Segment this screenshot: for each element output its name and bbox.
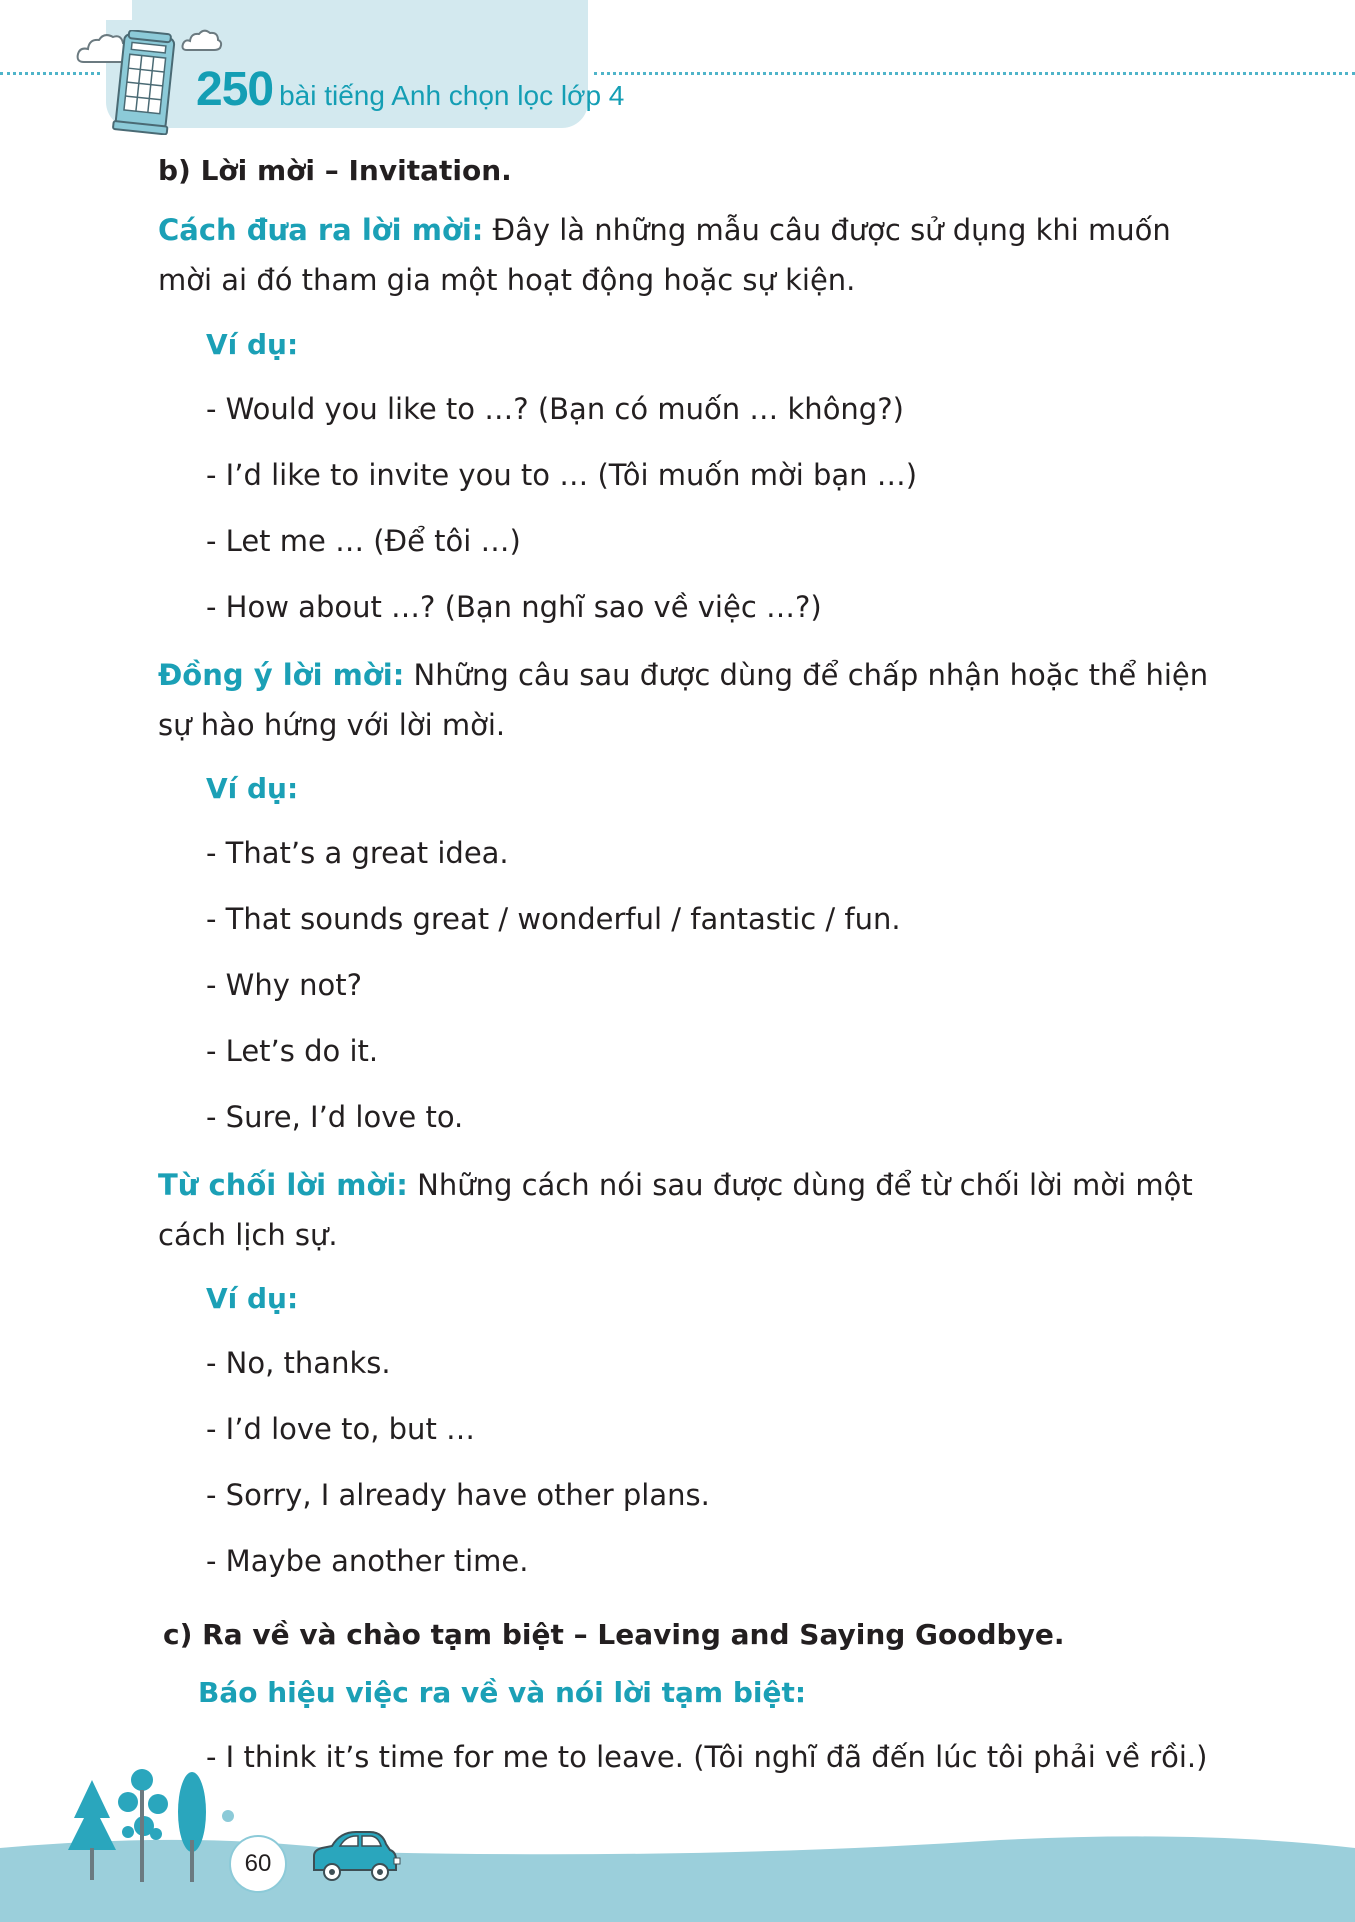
footer-wave — [0, 1836, 1355, 1922]
header-dotted-line-left — [0, 72, 100, 75]
list-item: - No, thanks. — [206, 1346, 391, 1380]
header-dotted-line-right — [594, 72, 1355, 75]
list-item: - Would you like to …? (Bạn có muốn … không?) — [206, 392, 904, 426]
list-item: - I think it’s time for me to leave. (Tôi nghĩ đã đến lúc tôi phải về rồi.) — [206, 1740, 1208, 1774]
list-item: - Let’s do it. — [206, 1034, 379, 1068]
example-label: Ví dụ: — [206, 328, 299, 361]
declining-invitation-text: Những cách nói sau được dùng để từ chối lời mời một cách lịch sự. — [158, 1168, 1193, 1252]
declining-invitation-paragraph — [158, 1160, 1218, 1260]
giving-invitation-text: Đây là những mẫu câu được sử dụng khi muốn mời ai đó tham gia một hoạt động hoặc sự kiện. — [158, 213, 1171, 297]
list-item: - I’d like to invite you to … (Tôi muốn mời bạn …) — [206, 458, 918, 492]
section-c-subheading: Báo hiệu việc ra về và nói lời tạm biệt: — [198, 1676, 807, 1709]
sun-icon — [222, 1810, 234, 1822]
example-label: Ví dụ: — [206, 1282, 299, 1315]
accepting-invitation-text: Những câu sau được dùng để chấp nhận hoặc thể hiện sự hào hứng với lời mời. — [158, 658, 1209, 742]
giving-invitation-label: Cách đưa ra lời mời: — [158, 213, 484, 247]
list-item: - Why not? — [206, 968, 363, 1002]
list-item: - I’d love to, but … — [206, 1412, 476, 1446]
list-item: - That sounds great / wonderful / fantastic / fun. — [206, 902, 901, 936]
book-title-number: 250 — [196, 63, 274, 116]
giving-invitation-paragraph — [158, 205, 1218, 305]
page-number: 60 — [229, 1835, 287, 1893]
book-title — [196, 62, 624, 117]
section-b-heading: b) Lời mời – Invitation. — [158, 154, 512, 187]
example-label: Ví dụ: — [206, 772, 299, 805]
book-title-text: bài tiếng Anh chọn lọc lớp 4 — [279, 80, 625, 111]
footer-decoration — [0, 1760, 1355, 1922]
list-item: - Sorry, I already have other plans. — [206, 1478, 710, 1512]
list-item: - That’s a great idea. — [206, 836, 509, 870]
list-item: - Let me … (Để tôi …) — [206, 524, 521, 558]
list-item: - Sure, I’d love to. — [206, 1100, 464, 1134]
list-item: - Maybe another time. — [206, 1544, 529, 1578]
declining-invitation-label: Từ chối lời mời: — [158, 1168, 408, 1202]
list-item: - How about …? (Bạn nghĩ sao về việc …?) — [206, 590, 822, 624]
section-c-heading: c) Ra về và chào tạm biệt – Leaving and Saying Goodbye. — [163, 1618, 1065, 1651]
cloud-icon — [180, 26, 224, 54]
accepting-invitation-label: Đồng ý lời mời: — [158, 658, 405, 692]
accepting-invitation-paragraph — [158, 650, 1218, 750]
phone-booth-icon — [110, 30, 180, 135]
